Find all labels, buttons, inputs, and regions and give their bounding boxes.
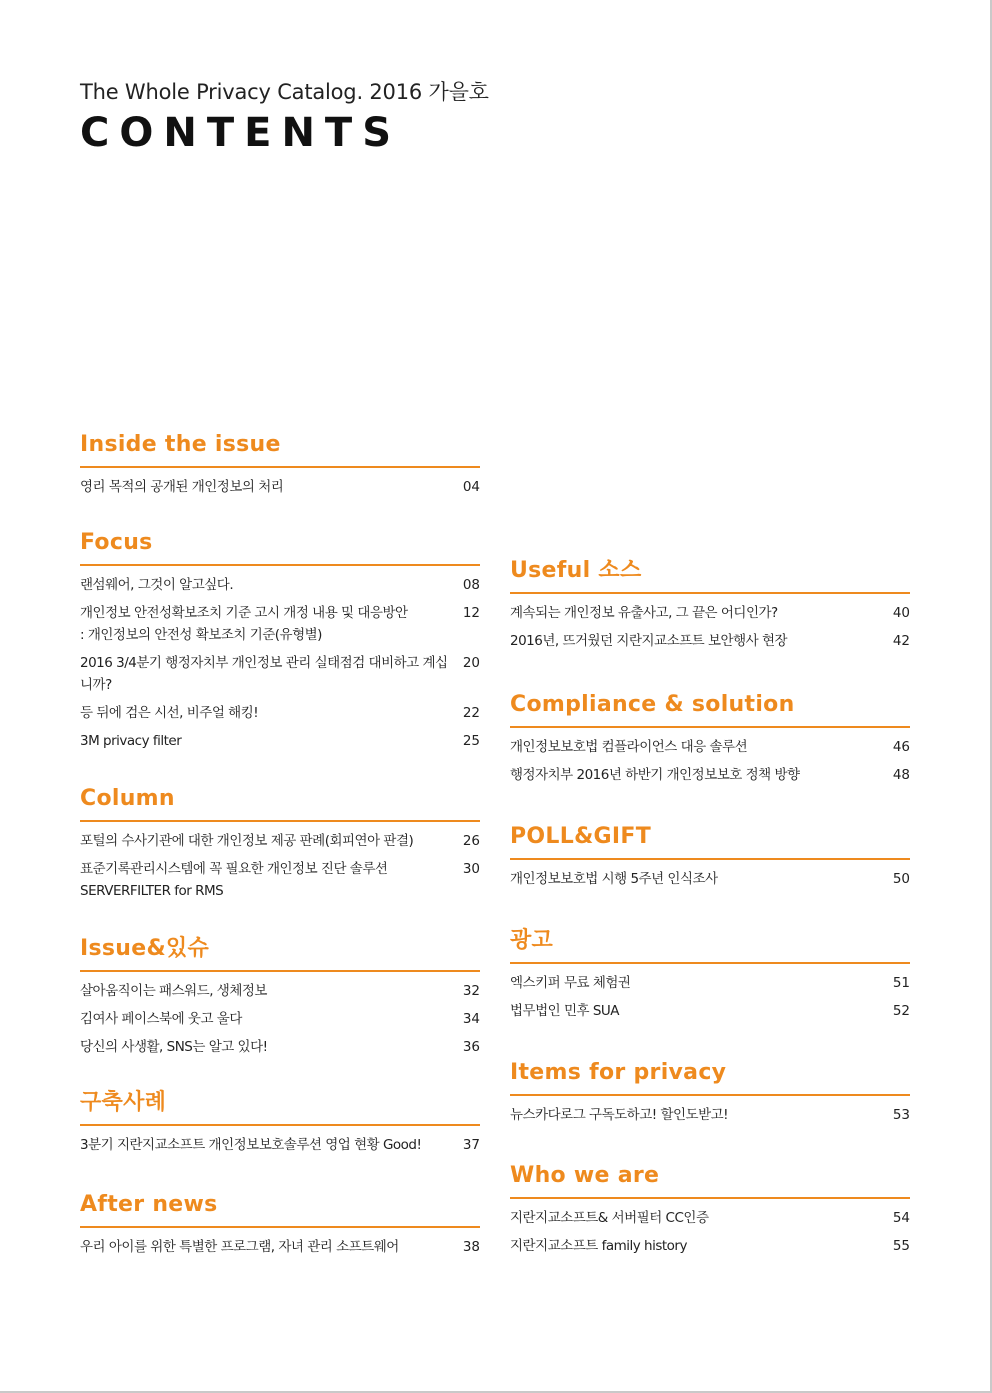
toc-entry-page: 38 bbox=[462, 1239, 480, 1255]
toc-entry-page: 26 bbox=[462, 833, 480, 849]
toc-entry[interactable] bbox=[510, 1000, 910, 1022]
toc-entry-page: 22 bbox=[462, 705, 480, 721]
toc-section bbox=[80, 784, 480, 902]
toc-section bbox=[80, 934, 480, 1058]
toc-entry-title: 표준기록관리시스템에 꼭 필요한 개인정보 진단 솔루션 SERVERFILTER for RMS bbox=[80, 861, 388, 899]
toc-entry-page: 54 bbox=[892, 1210, 910, 1226]
toc-entry-title: 개인정보 안전성확보조치 기준 고시 개정 내용 및 대응방안 : 개인정보의 안전성 확보조치 기준(유형별) bbox=[80, 605, 408, 643]
toc-entry-title: 3M privacy filter bbox=[80, 733, 182, 749]
toc-entry[interactable] bbox=[80, 858, 480, 902]
toc-entry-title: 포털의 수사기관에 대한 개인정보 제공 판례(회피연아 판결) bbox=[80, 833, 414, 849]
toc-entry[interactable] bbox=[80, 1134, 480, 1156]
toc-entry-title: 김여사 페이스북에 웃고 울다 bbox=[80, 1011, 242, 1027]
toc-entry-title: 2016 3/4분기 행정자치부 개인정보 관리 실태점검 대비하고 계십니까? bbox=[80, 655, 448, 693]
toc-section bbox=[510, 1058, 910, 1126]
toc-entry-title: 살아움직이는 패스워드, 생체정보 bbox=[80, 983, 267, 999]
toc-list bbox=[510, 860, 910, 890]
toc-entry-page: 42 bbox=[892, 633, 910, 649]
toc-entry[interactable] bbox=[80, 476, 480, 498]
toc-entry-page: 37 bbox=[462, 1137, 480, 1153]
header bbox=[80, 76, 489, 156]
toc-entry[interactable] bbox=[80, 730, 480, 752]
section-title: After news bbox=[80, 1190, 480, 1228]
toc-entry-page: 40 bbox=[892, 605, 910, 621]
toc-list bbox=[80, 468, 480, 498]
toc-entry-title: 등 뒤에 검은 시선, 비주얼 해킹! bbox=[80, 705, 259, 721]
toc-entry-page: 36 bbox=[462, 1039, 480, 1055]
toc-entry-title: 뉴스카다로그 구독도하고! 할인도받고! bbox=[510, 1107, 729, 1123]
toc-entry-page: 48 bbox=[892, 767, 910, 783]
toc-entry[interactable] bbox=[80, 702, 480, 724]
toc-entry[interactable] bbox=[510, 602, 910, 624]
catalog-subtitle: The Whole Privacy Catalog. 2016 가을호 bbox=[80, 80, 489, 104]
section-title: Items for privacy bbox=[510, 1058, 910, 1096]
toc-entry-title: 행정자치부 2016년 하반기 개인정보보호 정책 방향 bbox=[510, 767, 800, 783]
toc-entry-title: 3분기 지란지교소프트 개인정보보호솔루션 영업 현황 Good! bbox=[80, 1137, 422, 1153]
toc-entry-page: 25 bbox=[462, 733, 480, 749]
section-title: Column bbox=[80, 784, 480, 822]
toc-entry-page: 20 bbox=[462, 655, 480, 671]
toc-list bbox=[80, 566, 480, 752]
toc-entry[interactable] bbox=[510, 630, 910, 652]
toc-entry-page: 12 bbox=[462, 605, 480, 621]
toc-entry-page: 04 bbox=[462, 479, 480, 495]
toc-entry-page: 51 bbox=[892, 975, 910, 991]
toc-list bbox=[510, 594, 910, 652]
section-title: Compliance & solution bbox=[510, 690, 910, 728]
toc-entry[interactable] bbox=[80, 602, 480, 646]
toc-entry[interactable] bbox=[510, 736, 910, 758]
toc-entry-page: 34 bbox=[462, 1011, 480, 1027]
toc-entry-page: 46 bbox=[892, 739, 910, 755]
left-column bbox=[80, 430, 480, 1264]
toc-list bbox=[510, 964, 910, 1022]
section-title: POLL&GIFT bbox=[510, 822, 910, 860]
toc-entry-page: 08 bbox=[462, 577, 480, 593]
toc-entry[interactable] bbox=[80, 830, 480, 852]
toc-entry-title: 엑스키퍼 무료 체험권 bbox=[510, 975, 631, 991]
toc-entry[interactable] bbox=[80, 1236, 480, 1258]
toc-list bbox=[510, 1199, 910, 1257]
section-title: Who we are bbox=[510, 1161, 910, 1199]
right-column bbox=[510, 556, 910, 1263]
toc-entry-page: 52 bbox=[892, 1003, 910, 1019]
toc-list bbox=[510, 728, 910, 786]
toc-entry-title: 개인정보보호법 컴플라이언스 대응 솔루션 bbox=[510, 739, 748, 755]
toc-section bbox=[80, 528, 480, 752]
toc-entry-page: 30 bbox=[462, 861, 480, 877]
toc-section bbox=[510, 1161, 910, 1257]
toc-entry-title: 2016년, 뜨거웠던 지란지교소프트 보안행사 현장 bbox=[510, 633, 788, 649]
toc-entry-title: 랜섬웨어, 그것이 알고싶다. bbox=[80, 577, 234, 593]
section-title: Focus bbox=[80, 528, 480, 566]
section-title: 광고 bbox=[510, 926, 910, 964]
toc-entry[interactable] bbox=[510, 764, 910, 786]
toc-section bbox=[510, 556, 910, 652]
toc-list bbox=[510, 1096, 910, 1126]
toc-entry-title: 지란지교소프트 family history bbox=[510, 1238, 687, 1254]
section-title: Inside the issue bbox=[80, 430, 480, 468]
contents-title: CONTENTS bbox=[80, 110, 402, 156]
toc-section bbox=[510, 822, 910, 890]
toc-list bbox=[80, 972, 480, 1058]
toc-list bbox=[80, 1228, 480, 1258]
section-title: 구축사례 bbox=[80, 1088, 480, 1126]
toc-entry-page: 55 bbox=[892, 1238, 910, 1254]
toc-entry[interactable] bbox=[80, 1036, 480, 1058]
toc-entry[interactable] bbox=[510, 868, 910, 890]
toc-section bbox=[510, 926, 910, 1022]
toc-entry[interactable] bbox=[80, 1008, 480, 1030]
toc-entry-title: 계속되는 개인정보 유출사고, 그 끝은 어디인가? bbox=[510, 605, 778, 621]
toc-entry-title: 영리 목적의 공개된 개인정보의 처리 bbox=[80, 479, 284, 495]
toc-list bbox=[80, 822, 480, 902]
toc-entry-title: 개인정보보호법 시행 5주년 인식조사 bbox=[510, 871, 718, 887]
toc-section bbox=[510, 690, 910, 786]
toc-entry-title: 지란지교소프트& 서버필터 CC인증 bbox=[510, 1210, 709, 1226]
toc-entry-page: 53 bbox=[892, 1107, 910, 1123]
toc-entry[interactable] bbox=[510, 1207, 910, 1229]
toc-entry[interactable] bbox=[510, 972, 910, 994]
toc-entry[interactable] bbox=[80, 980, 480, 1002]
toc-entry[interactable] bbox=[510, 1235, 910, 1257]
toc-entry-title: 당신의 사생활, SNS는 알고 있다! bbox=[80, 1039, 268, 1055]
toc-entry-page: 32 bbox=[462, 983, 480, 999]
toc-entry-title: 법무법인 민후 SUA bbox=[510, 1003, 620, 1019]
toc-entry[interactable] bbox=[80, 574, 480, 596]
toc-entry[interactable] bbox=[510, 1104, 910, 1126]
toc-section bbox=[80, 430, 480, 498]
section-title: Useful 소스 bbox=[510, 556, 910, 594]
toc-entry[interactable] bbox=[80, 652, 480, 696]
section-title: Issue&있슈 bbox=[80, 934, 480, 972]
toc-entry-title: 우리 아이를 위한 특별한 프로그램, 자녀 관리 소프트웨어 bbox=[80, 1239, 399, 1255]
toc-section bbox=[80, 1088, 480, 1156]
toc-entry-page: 50 bbox=[892, 871, 910, 887]
toc-section bbox=[80, 1190, 480, 1258]
toc-list bbox=[80, 1126, 480, 1156]
